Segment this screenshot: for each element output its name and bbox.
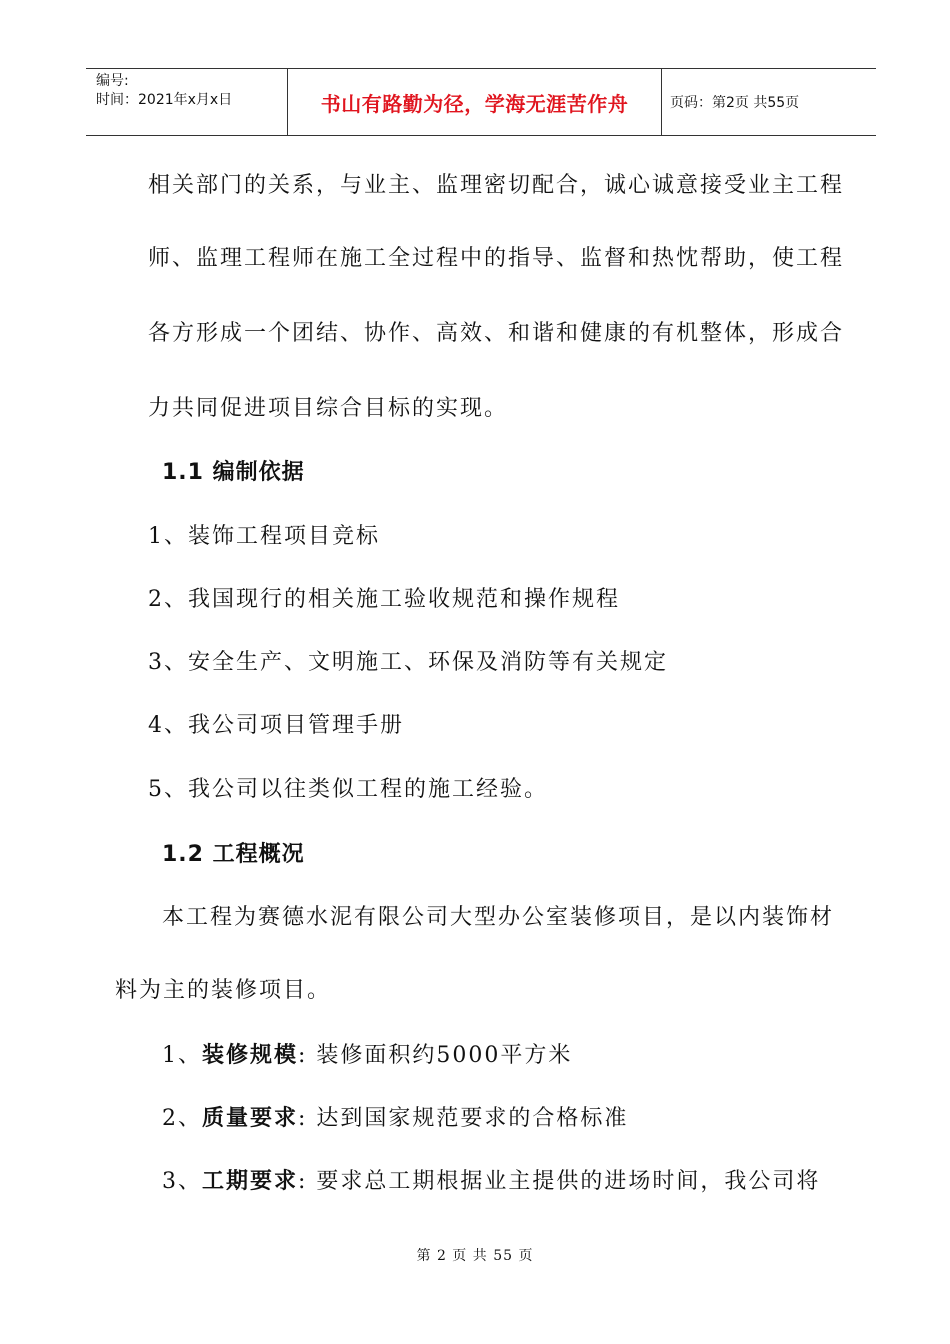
page-footer: 第 2 页 共 55 页: [416, 1248, 534, 1264]
paragraph-line: 力共同促进项目综合目标的实现。: [148, 396, 509, 421]
paragraph-line: 各方形成一个团结、协作、高效、和谐和健康的有机整体，形成合: [148, 321, 845, 346]
requirement-item-scale: [162, 1041, 572, 1071]
list-item: 4、我公司项目管理手册: [148, 713, 404, 738]
header-motto-cell: [288, 69, 662, 135]
requirement-number: 1、: [162, 1043, 202, 1068]
paragraph-line: 本工程为赛德水泥有限公司大型办公室装修项目，是以内装饰材: [162, 905, 835, 930]
requirement-text: 达到国家规范要求的合格标准: [316, 1106, 629, 1131]
header-page-info-cell: [662, 69, 876, 135]
header-page-info: 页码：第2页 共55页: [670, 95, 800, 111]
requirement-label: 质量要求: [202, 1106, 299, 1131]
section-heading-overview: 1.2 工程概况: [162, 842, 305, 867]
requirement-separator: :: [298, 1169, 317, 1194]
list-item: 1、装饰工程项目竞标: [148, 524, 380, 549]
requirement-text: 要求总工期根据业主提供的进场时间，我公司将: [316, 1169, 821, 1194]
requirement-number: 2、: [162, 1106, 202, 1131]
requirement-label: 工期要求: [202, 1169, 299, 1194]
requirement-number: 3、: [162, 1169, 202, 1194]
paragraph-line: 相关部门的关系，与业主、监理密切配合，诚心诚意接受业主工程: [148, 173, 845, 198]
list-item: 2、我国现行的相关施工验收规范和操作规程: [148, 587, 620, 612]
requirement-label: 装修规模: [202, 1043, 299, 1068]
paragraph-line: 料为主的装修项目。: [115, 978, 332, 1003]
list-item: 3、安全生产、文明施工、环保及消防等有关规定: [148, 650, 668, 675]
header-motto: 书山有路勤为径，学海无涯苦作舟: [320, 91, 629, 116]
header-time-label: 时间：2021年x月x日: [96, 92, 233, 108]
page-header: [86, 68, 876, 136]
requirement-item-quality: [162, 1104, 628, 1134]
section-heading-basis: 1.1 编制依据: [162, 460, 305, 485]
paragraph-line: 师、监理工程师在施工全过程中的指导、监督和热忱帮助，使工程: [148, 246, 845, 271]
header-number-label: 编号:: [96, 73, 129, 89]
requirement-text: 装修面积约5000平方米: [316, 1043, 573, 1068]
requirement-separator: :: [298, 1106, 317, 1131]
list-item: 5、我公司以往类似工程的施工经验。: [148, 777, 548, 802]
requirement-separator: :: [298, 1043, 317, 1068]
requirement-item-schedule: [162, 1167, 820, 1197]
header-meta: [86, 69, 288, 135]
